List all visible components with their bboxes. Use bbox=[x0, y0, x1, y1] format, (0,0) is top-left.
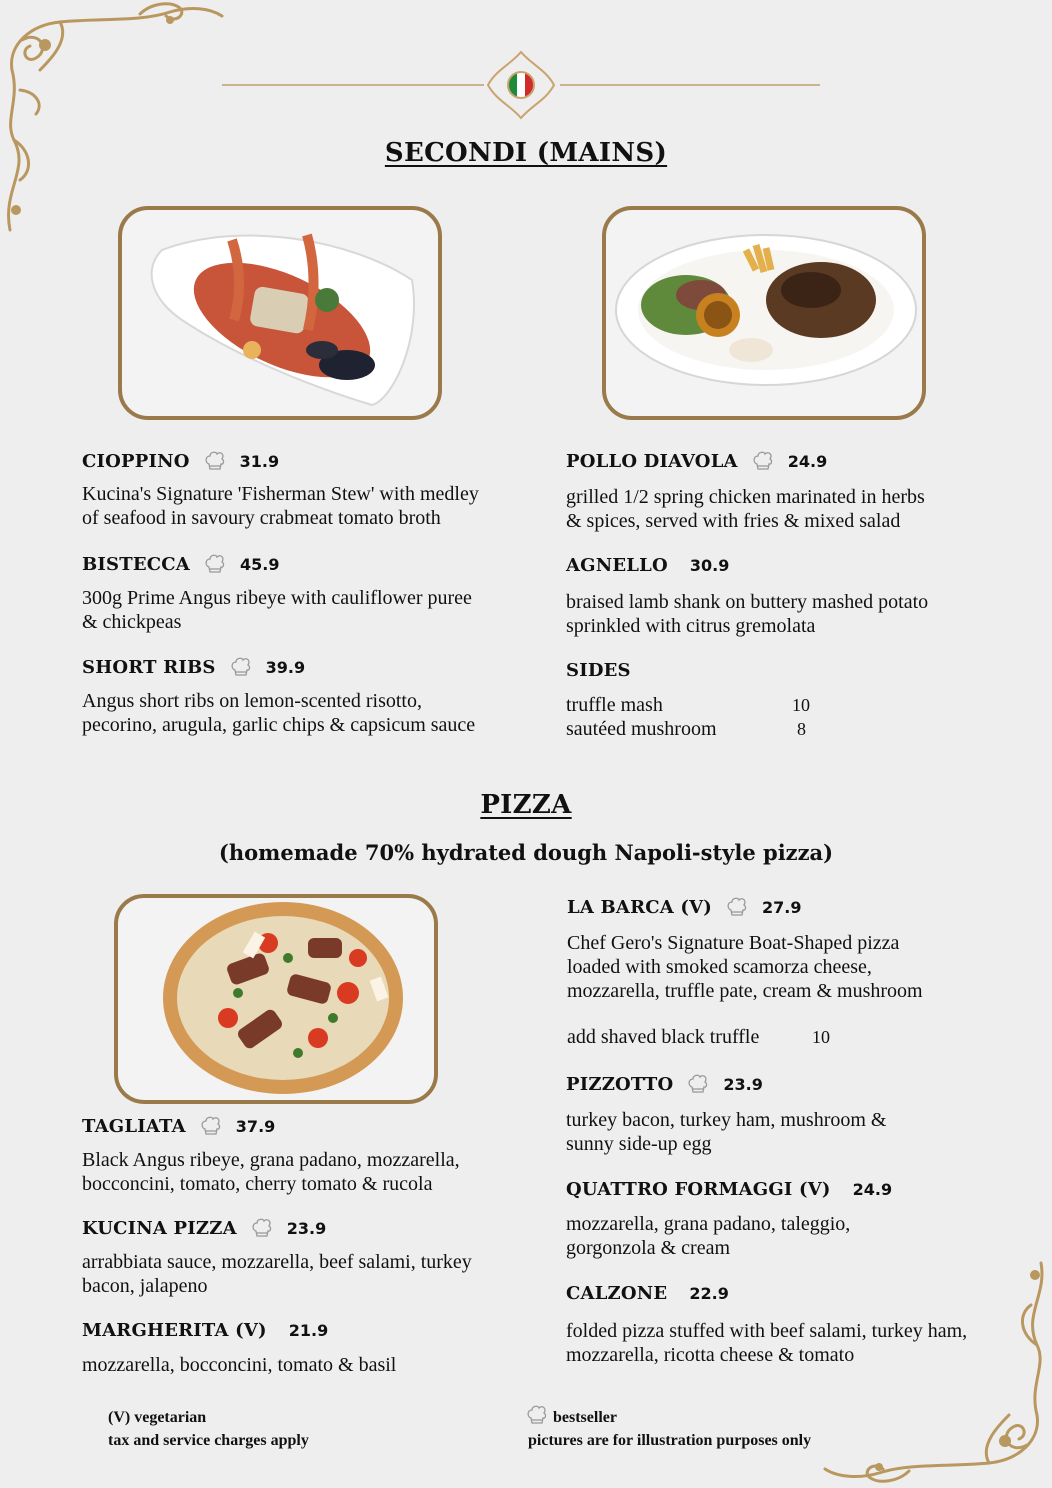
item-name: PIZZOTTO bbox=[566, 1073, 674, 1095]
bestseller-note: bestseller bbox=[553, 1409, 617, 1426]
menu-item-pollo-diavola bbox=[566, 450, 827, 472]
menu-item-calzone bbox=[566, 1283, 729, 1304]
addon-price: 10 bbox=[812, 1027, 830, 1047]
item-name: KUCINA PIZZA bbox=[82, 1217, 237, 1239]
menu-item-quattro-formaggi bbox=[566, 1179, 892, 1200]
italian-flag-icon bbox=[486, 50, 556, 120]
item-name: BISTECCA bbox=[82, 553, 190, 575]
menu-item-la-barca bbox=[567, 896, 801, 918]
item-description bbox=[567, 931, 923, 1003]
tagliata-photo bbox=[114, 894, 438, 1104]
menu-item-tagliata bbox=[82, 1115, 275, 1137]
chef-hat-icon bbox=[204, 553, 226, 575]
chef-hat-icon bbox=[230, 656, 252, 678]
side-item-name: truffle mash bbox=[566, 694, 663, 716]
chef-hat-icon bbox=[526, 1404, 548, 1426]
desc-line: pecorino, arugula, garlic chips & capsicum sauce bbox=[82, 714, 476, 736]
item-name: CALZONE bbox=[566, 1283, 668, 1304]
item-name: MARGHERITA (V) bbox=[82, 1320, 267, 1341]
pizza-title: PIZZA bbox=[480, 790, 572, 820]
item-name: CIOPPINO bbox=[82, 450, 190, 472]
item-price: 39.9 bbox=[265, 657, 306, 677]
desc-line: grilled 1/2 spring chicken marinated in herbs bbox=[566, 486, 925, 508]
item-description bbox=[566, 1319, 967, 1367]
desc-line: Chef Gero's Signature Boat-Shaped pizza bbox=[567, 932, 900, 954]
chef-hat-icon bbox=[687, 1073, 709, 1095]
item-description bbox=[566, 590, 928, 638]
desc-line: Angus short ribs on lemon-scented risotto, bbox=[82, 690, 422, 712]
desc-line: braised lamb shank on buttery mashed potato bbox=[566, 591, 929, 613]
item-price: 27.9 bbox=[762, 897, 802, 917]
addon-name: add shaved black truffle bbox=[567, 1026, 760, 1048]
pollo-diavola-photo bbox=[602, 206, 926, 420]
desc-line: gorgonzola & cream bbox=[566, 1237, 731, 1259]
menu-item-short-ribs bbox=[82, 656, 305, 678]
item-description bbox=[82, 1148, 460, 1196]
secondi-title: SECONDI (MAINS) bbox=[384, 138, 668, 168]
desc-line: turkey bacon, turkey ham, mushroom & bbox=[566, 1109, 887, 1131]
desc-line: mozzarella, truffle pate, cream & mushroom bbox=[567, 980, 923, 1002]
item-description bbox=[566, 1212, 850, 1260]
chef-hat-icon bbox=[251, 1217, 273, 1239]
footer-left bbox=[108, 1406, 309, 1452]
desc-line: 300g Prime Angus ribeye with cauliflower puree bbox=[82, 587, 472, 609]
sides-title: SIDES bbox=[566, 660, 631, 681]
chef-hat-icon bbox=[204, 450, 226, 472]
desc-line: sunny side-up egg bbox=[566, 1133, 712, 1155]
item-price: 24.9 bbox=[787, 451, 828, 471]
desc-line: & spices, served with fries & mixed salad bbox=[566, 510, 901, 532]
vegetarian-note: (V) vegetarian bbox=[108, 1409, 207, 1426]
chef-hat-icon bbox=[726, 896, 748, 918]
desc-line: mozzarella, bocconcini, tomato & basil bbox=[82, 1354, 397, 1376]
cioppino-photo bbox=[118, 206, 442, 420]
menu-item-agnello bbox=[566, 555, 729, 576]
item-price: 22.9 bbox=[689, 1284, 729, 1303]
desc-line: & chickpeas bbox=[82, 611, 182, 633]
side-item-price: 10 bbox=[792, 695, 810, 715]
item-price: 23.9 bbox=[723, 1074, 763, 1094]
menu-item-kucina-pizza bbox=[82, 1217, 326, 1239]
side-item-price: 8 bbox=[797, 719, 806, 739]
item-description bbox=[566, 1108, 887, 1156]
item-price: 24.9 bbox=[852, 1180, 893, 1199]
chef-hat-icon bbox=[200, 1115, 222, 1137]
desc-line: bacon, jalapeno bbox=[82, 1275, 208, 1297]
desc-line: Kucina's Signature 'Fisherman Stew' with medley bbox=[82, 483, 479, 505]
item-description bbox=[82, 689, 475, 737]
item-price: 30.9 bbox=[689, 556, 730, 575]
side-item-name: sautéed mushroom bbox=[566, 718, 717, 740]
menu-item-bistecca bbox=[82, 553, 279, 575]
item-description bbox=[566, 485, 925, 533]
menu-item-cioppino bbox=[82, 450, 279, 472]
desc-line: folded pizza stuffed with beef salami, turkey ham, bbox=[566, 1320, 968, 1342]
item-price: 45.9 bbox=[239, 554, 280, 574]
item-description bbox=[82, 1250, 472, 1298]
item-price: 31.9 bbox=[239, 451, 280, 471]
item-description bbox=[82, 482, 479, 530]
item-name: SHORT RIBS bbox=[82, 656, 216, 678]
menu-item-margherita bbox=[82, 1320, 328, 1341]
item-description bbox=[82, 1353, 396, 1377]
sides-heading bbox=[566, 660, 631, 681]
pictures-note: pictures are for illustration purposes only bbox=[528, 1432, 812, 1449]
chef-hat-icon bbox=[752, 450, 774, 472]
item-name: QUATTRO FORMAGGI (V) bbox=[566, 1179, 831, 1200]
header-divider-right bbox=[560, 84, 820, 86]
item-name: POLLO DIAVOLA bbox=[566, 450, 738, 472]
item-name: LA BARCA (V) bbox=[567, 896, 712, 918]
item-name: AGNELLO bbox=[566, 555, 668, 576]
item-name: TAGLIATA bbox=[82, 1115, 186, 1137]
header-divider-left bbox=[222, 84, 484, 86]
pizza-subtitle: (homemade 70% hydrated dough Napoli-style pizza) bbox=[218, 840, 834, 865]
corner-ornament-top-left-icon bbox=[0, 0, 230, 235]
item-price: 37.9 bbox=[235, 1116, 276, 1136]
desc-line: bocconcini, tomato, cherry tomato & rucola bbox=[82, 1173, 433, 1195]
item-price: 21.9 bbox=[288, 1321, 329, 1340]
item-price: 23.9 bbox=[286, 1218, 327, 1238]
desc-line: mozzarella, grana padano, taleggio, bbox=[566, 1213, 851, 1235]
tax-note: tax and service charges apply bbox=[108, 1432, 309, 1449]
desc-line: mozzarella, ricotta cheese & tomato bbox=[566, 1344, 855, 1366]
desc-line: arrabbiata sauce, mozzarella, beef salami, turkey bbox=[82, 1251, 472, 1273]
desc-line: Black Angus ribeye, grana padano, mozzarella, bbox=[82, 1149, 460, 1171]
desc-line: sprinkled with citrus gremolata bbox=[566, 615, 816, 637]
item-description bbox=[82, 586, 472, 634]
menu-item-pizzotto bbox=[566, 1073, 763, 1095]
corner-ornament-bottom-right-icon bbox=[815, 1255, 1052, 1488]
desc-line: of seafood in savoury crabmeat tomato broth bbox=[82, 507, 441, 529]
desc-line: loaded with smoked scamorza cheese, bbox=[567, 956, 872, 978]
